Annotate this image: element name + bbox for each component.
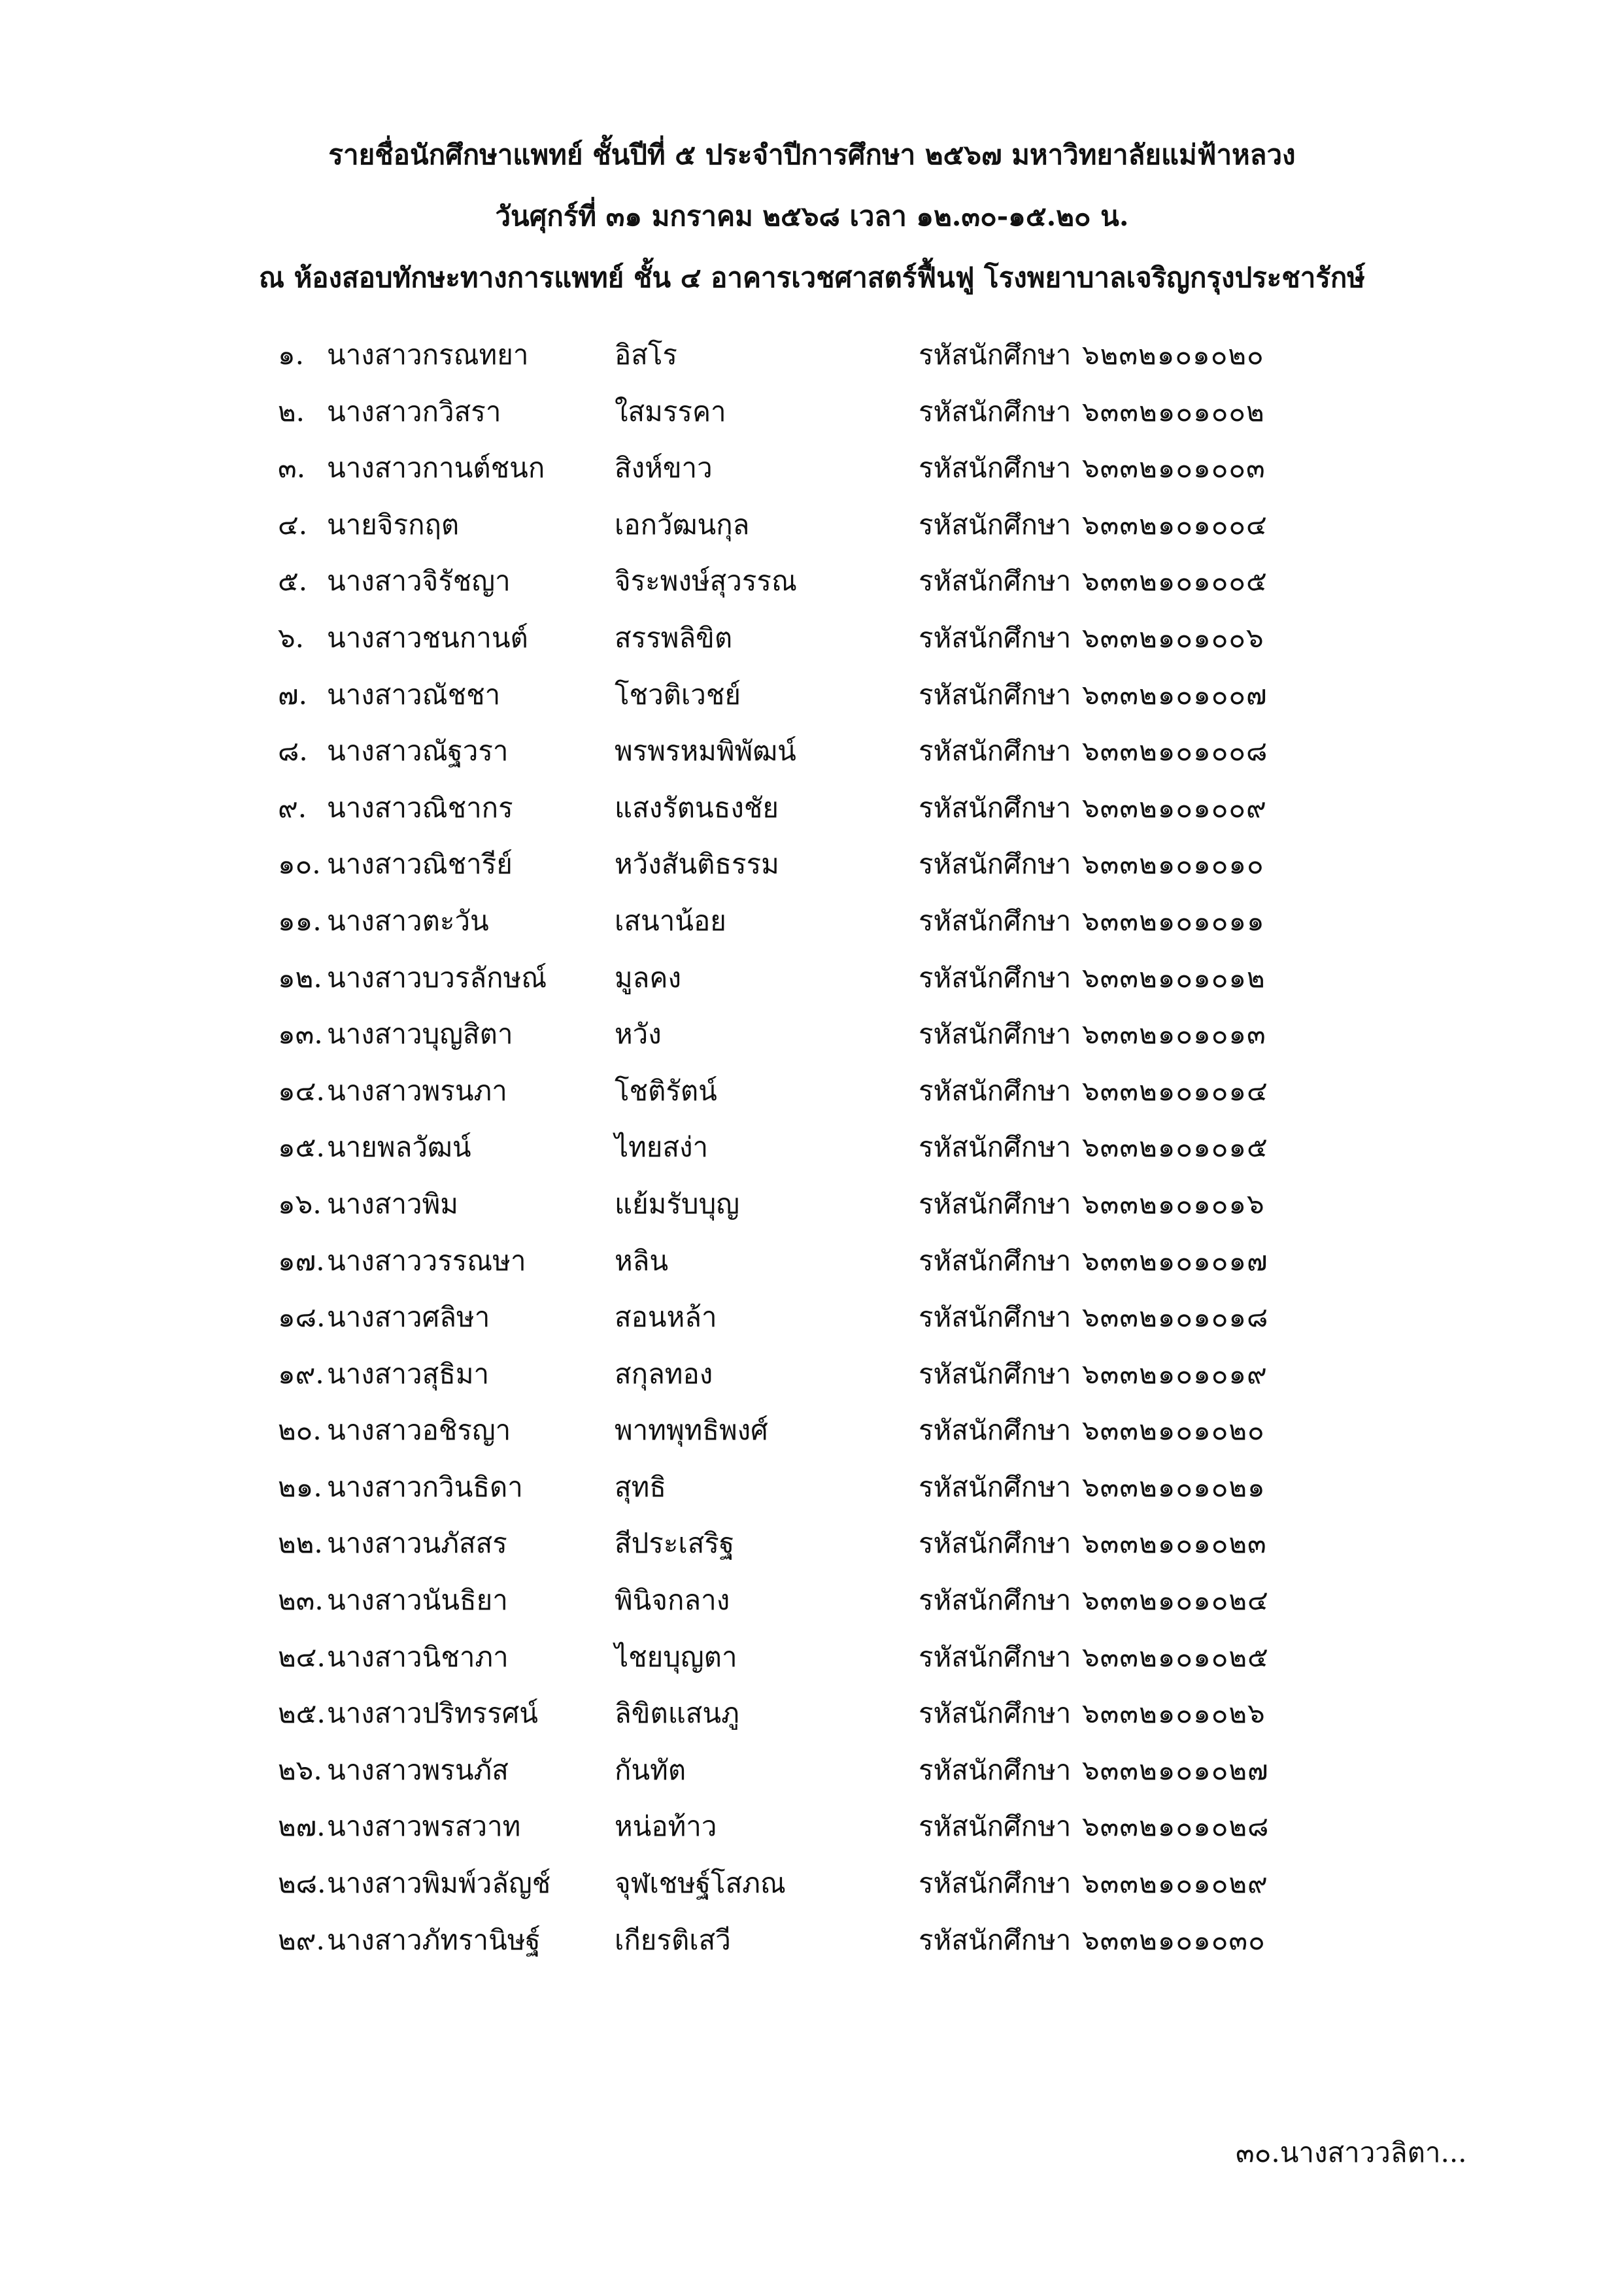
student-first-name: นางสาวพรนภา (327, 1074, 507, 1107)
student-row (278, 1685, 1357, 1742)
student-first-name: นางสาวนิชาภา (327, 1640, 509, 1673)
student-last-name: มูลคง (615, 961, 682, 994)
student-id: ๖๓๓๒๑๐๑๐๑๔ (1082, 1074, 1268, 1107)
student-id-label: รหัสนักศึกษา (919, 1640, 1072, 1673)
student-row (278, 1855, 1357, 1912)
student-last-name: จิระพงษ์สุวรรณ (615, 565, 797, 598)
student-id-label: รหัสนักศึกษา (919, 1187, 1072, 1220)
student-number: ๕. (278, 565, 308, 598)
student-id-label: รหัสนักศึกษา (919, 791, 1072, 824)
student-number: ๒. (278, 395, 305, 428)
student-first-name: นางสาวบวรลักษณ์ (327, 961, 547, 994)
student-row (278, 1176, 1357, 1233)
student-last-name: หลิน (615, 1244, 669, 1277)
student-id: ๖๓๓๒๑๐๑๐๑๗ (1082, 1244, 1268, 1277)
student-last-name: ไชยบุญตา (615, 1640, 737, 1673)
student-row (278, 327, 1357, 384)
student-id-label: รหัสนักศึกษา (919, 508, 1072, 541)
student-row (278, 1912, 1357, 1969)
date-time-line: วันศุกร์ที่ ๓๑ มกราคม ๒๕๖๘ เวลา ๑๒.๓๐-๑๕.๒๐ น. (495, 200, 1129, 232)
student-id: ๖๓๓๒๑๐๑๐๑๘ (1082, 1301, 1269, 1334)
student-first-name: นางสาวณิชากร (327, 791, 513, 824)
student-number: ๑๕. (278, 1131, 325, 1164)
student-last-name: พินิจกลาง (615, 1584, 730, 1617)
student-id-label: รหัสนักศึกษา (919, 735, 1072, 767)
student-number: ๒๒. (278, 1527, 323, 1560)
student-row (278, 1006, 1357, 1063)
student-row (278, 1629, 1357, 1686)
student-id: ๖๓๓๒๑๐๑๐๑๓ (1082, 1018, 1266, 1051)
student-number: ๒๖. (278, 1753, 322, 1786)
student-row (278, 1402, 1357, 1459)
student-id: ๖๓๓๒๑๐๑๐๒๕ (1082, 1640, 1269, 1673)
student-first-name: นางสาวณัชชา (327, 678, 501, 711)
student-id-label: รหัสนักศึกษา (919, 1810, 1072, 1843)
student-number: ๒๘. (278, 1867, 326, 1900)
student-id-label: รหัสนักศึกษา (919, 1923, 1072, 1956)
student-number: ๒๗. (278, 1810, 326, 1843)
student-row (278, 1063, 1357, 1120)
student-number: ๑๒. (278, 961, 322, 994)
student-number: ๒๓. (278, 1584, 324, 1617)
student-number: ๒๕. (278, 1697, 326, 1730)
student-last-name: สกุลทอง (615, 1357, 713, 1390)
student-id-label: รหัสนักศึกษา (919, 1414, 1072, 1447)
student-last-name: โชวติเวชย์ (615, 678, 741, 711)
student-first-name: นางสาวพิมพ์วลัญช์ (327, 1867, 551, 1900)
location-line: ณ ห้องสอบทักษะทางการแพทย์ ชั้น ๔ อาคารเวชศาสตร์ฟื้นฟู โรงพยาบาลเจริญกรุงประชารักษ์ (259, 261, 1365, 294)
student-id-label: รหัสนักศึกษา (919, 848, 1072, 881)
student-id: ๖๓๓๒๑๐๑๐๒๖ (1082, 1697, 1266, 1730)
student-id-label: รหัสนักศึกษา (919, 1527, 1072, 1560)
student-row (278, 1572, 1357, 1629)
student-last-name: ไทยสง่า (615, 1131, 709, 1164)
student-last-name: หน่อท้าว (615, 1810, 717, 1843)
student-first-name: นางสาวกานต์ชนก (327, 452, 545, 484)
student-row (278, 1742, 1357, 1799)
student-number: ๒๐. (278, 1414, 322, 1447)
student-last-name: หวัง (615, 1018, 662, 1051)
student-last-name: แสงรัตนธงชัย (615, 791, 779, 824)
student-id: ๖๓๓๒๑๐๑๐๐๙ (1082, 791, 1267, 824)
student-first-name: นางสาวปริทรรศน์ (327, 1697, 538, 1730)
student-last-name: ใสมรรคา (615, 395, 726, 428)
student-number: ๙. (278, 791, 307, 824)
student-number: ๘. (278, 735, 308, 767)
student-row (278, 610, 1357, 667)
student-last-name: พรพรหมพิพัฒน์ (615, 735, 796, 767)
student-row (278, 384, 1357, 441)
student-first-name: นางสาวกวินธิดา (327, 1470, 523, 1503)
student-id: ๖๓๓๒๑๐๑๐๑๙ (1082, 1357, 1268, 1390)
student-last-name: เกียรติเสวี (615, 1923, 731, 1956)
student-id: ๖๓๓๒๑๐๑๐๐๒ (1082, 395, 1265, 428)
student-first-name: นางสาวนันธิยา (327, 1584, 508, 1617)
student-id: ๖๓๓๒๑๐๑๐๐๘ (1082, 735, 1268, 767)
student-last-name: กันทัต (615, 1753, 686, 1786)
student-first-name: นางสาวจิรัชญา (327, 565, 511, 598)
student-id-label: รหัสนักศึกษา (919, 1131, 1072, 1164)
student-number: ๑. (278, 339, 305, 371)
student-last-name: พาทพุทธิพงศ์ (615, 1414, 768, 1447)
student-number: ๑๖. (278, 1187, 322, 1220)
student-id-label: รหัสนักศึกษา (919, 1244, 1072, 1277)
student-first-name: นางสาวณัฐวรา (327, 735, 509, 767)
student-first-name: นางสาวพิม (327, 1187, 458, 1220)
student-id: ๖๓๓๒๑๐๑๐๒๘ (1082, 1810, 1270, 1843)
student-id: ๖๓๓๒๑๐๑๐๒๔ (1082, 1584, 1269, 1617)
student-id: ๖๓๓๒๑๐๑๐๑๑ (1082, 904, 1265, 937)
student-number: ๑๐. (278, 848, 321, 881)
student-id: ๖๓๓๒๑๐๑๐๐๕ (1082, 565, 1268, 598)
student-id-label: รหัสนักศึกษา (919, 1867, 1072, 1900)
student-first-name: นางสาวภัทรานิษฐ์ (327, 1923, 541, 1956)
student-first-name: นางสาวพรนภัส (327, 1753, 509, 1786)
student-first-name: นายจิรกฤต (327, 508, 460, 541)
student-row (278, 667, 1357, 724)
student-id: ๖๓๓๒๑๐๑๐๐๖ (1082, 621, 1264, 654)
student-row (278, 950, 1357, 1007)
student-id-label: รหัสนักศึกษา (919, 565, 1072, 598)
student-number: ๒๑. (278, 1470, 322, 1503)
student-id-label: รหัสนักศึกษา (919, 904, 1072, 937)
student-first-name: นางสาวณิชารีย์ (327, 848, 513, 881)
student-row (278, 1119, 1357, 1176)
student-first-name: นางสาวสุธิมา (327, 1357, 490, 1390)
student-first-name: นางสาวอชิรญา (327, 1414, 511, 1447)
student-number: ๑๓. (278, 1018, 323, 1051)
student-id-label: รหัสนักศึกษา (919, 1753, 1072, 1786)
student-id-label: รหัสนักศึกษา (919, 339, 1072, 371)
student-id-label: รหัสนักศึกษา (919, 452, 1072, 484)
student-id: ๖๓๓๒๑๐๑๐๑๖ (1082, 1187, 1265, 1220)
student-last-name: หวังสันติธรรม (615, 848, 779, 881)
student-id: ๖๓๓๒๑๐๑๐๒๓ (1082, 1527, 1267, 1560)
student-row (278, 553, 1357, 610)
student-last-name: อิสโร (615, 339, 677, 371)
student-id: ๖๓๓๒๑๐๑๐๐๓ (1082, 452, 1266, 484)
student-row (278, 1459, 1357, 1516)
continuation-note: ๓๐.นางสาววลิตา... (1236, 2136, 1467, 2168)
student-id: ๖๓๓๒๑๐๑๐๒๐ (1082, 1414, 1265, 1447)
student-last-name: สุทธิ (615, 1470, 666, 1503)
student-first-name: นางสาวบุญสิตา (327, 1018, 513, 1051)
student-first-name: นางสาวตะวัน (327, 904, 489, 937)
student-number: ๑๘. (278, 1301, 326, 1334)
student-id: ๖๓๓๒๑๐๑๐๒๗ (1082, 1753, 1269, 1786)
document-header (0, 124, 1624, 309)
student-last-name: สีประเสริฐ (615, 1527, 735, 1560)
student-last-name: สิงห์ขาว (615, 452, 713, 484)
student-row (278, 893, 1357, 950)
title-line: รายชื่อนักศึกษาแพทย์ ชั้นปีที่ ๕ ประจำปีการศึกษา ๒๕๖๗ มหาวิทยาลัยแม่ฟ้าหลวง (328, 139, 1296, 171)
student-number: ๔. (278, 508, 308, 541)
student-id: ๖๓๓๒๑๐๑๐๒๙ (1082, 1867, 1268, 1900)
student-number: ๗. (278, 678, 307, 711)
student-id-label: รหัสนักศึกษา (919, 1697, 1072, 1730)
student-first-name: นายพลวัฒน์ (327, 1131, 471, 1164)
student-last-name: สอนหล้า (615, 1301, 717, 1334)
student-row (278, 836, 1357, 893)
student-first-name: นางสาววรรณษา (327, 1244, 526, 1277)
student-number: ๑๙. (278, 1357, 324, 1390)
student-id: ๖๓๓๒๑๐๑๐๒๑ (1082, 1470, 1266, 1503)
student-row (278, 440, 1357, 497)
student-row (278, 497, 1357, 554)
student-last-name: เอกวัฒนกุล (615, 508, 750, 541)
student-id-label: รหัสนักศึกษา (919, 961, 1072, 994)
student-last-name: แย้มรับบุญ (615, 1187, 740, 1220)
student-id: ๖๓๓๒๑๐๑๐๐๔ (1082, 508, 1268, 541)
student-first-name: นางสาวพรสวาท (327, 1810, 521, 1843)
student-number: ๓. (278, 452, 306, 484)
student-id: ๖๒๓๒๑๐๑๐๒๐ (1082, 339, 1264, 371)
student-first-name: นางสาวชนกานต์ (327, 621, 528, 654)
student-id-label: รหัสนักศึกษา (919, 1470, 1072, 1503)
student-id: ๖๓๓๒๑๐๑๐๑๕ (1082, 1131, 1268, 1164)
student-id-label: รหัสนักศึกษา (919, 678, 1072, 711)
student-id-label: รหัสนักศึกษา (919, 1074, 1072, 1107)
student-row (278, 1346, 1357, 1403)
student-number: ๑๗. (278, 1244, 325, 1277)
student-last-name: จุฬเชษฐ์โสภณ (615, 1867, 786, 1900)
student-last-name: สรรพลิขิต (615, 621, 733, 654)
student-last-name: ลิขิตแสนภู (615, 1697, 739, 1730)
student-id: ๖๓๓๒๑๐๑๐๐๗ (1082, 678, 1268, 711)
student-id-label: รหัสนักศึกษา (919, 1584, 1072, 1617)
student-row (278, 723, 1357, 780)
student-row (278, 1515, 1357, 1572)
student-id-label: รหัสนักศึกษา (919, 395, 1072, 428)
student-list (278, 327, 1357, 1968)
student-last-name: โชติรัตน์ (615, 1074, 717, 1107)
student-first-name: นางสาวศลิษา (327, 1301, 490, 1334)
student-row (278, 780, 1357, 837)
student-row (278, 1289, 1357, 1346)
student-number: ๑๔. (278, 1074, 325, 1107)
student-number: ๑๑. (278, 904, 322, 937)
student-last-name: เสนาน้อย (615, 904, 726, 937)
student-first-name: นางสาวนภัสสร (327, 1527, 507, 1560)
student-number: ๒๔. (278, 1640, 326, 1673)
student-id: ๖๓๓๒๑๐๑๐๓๐ (1082, 1923, 1266, 1956)
student-first-name: นางสาวกวิสรา (327, 395, 501, 428)
student-first-name: นางสาวกรณทยา (327, 339, 529, 371)
student-number: ๒๙. (278, 1923, 325, 1956)
student-number: ๖. (278, 621, 305, 654)
student-id-label: รหัสนักศึกษา (919, 1018, 1072, 1051)
student-id: ๖๓๓๒๑๐๑๐๑๒ (1082, 961, 1266, 994)
student-row (278, 1233, 1357, 1290)
student-id-label: รหัสนักศึกษา (919, 1301, 1072, 1334)
student-row (278, 1798, 1357, 1855)
student-id: ๖๓๓๒๑๐๑๐๑๐ (1082, 848, 1264, 881)
student-id-label: รหัสนักศึกษา (919, 621, 1072, 654)
student-id-label: รหัสนักศึกษา (919, 1357, 1072, 1390)
